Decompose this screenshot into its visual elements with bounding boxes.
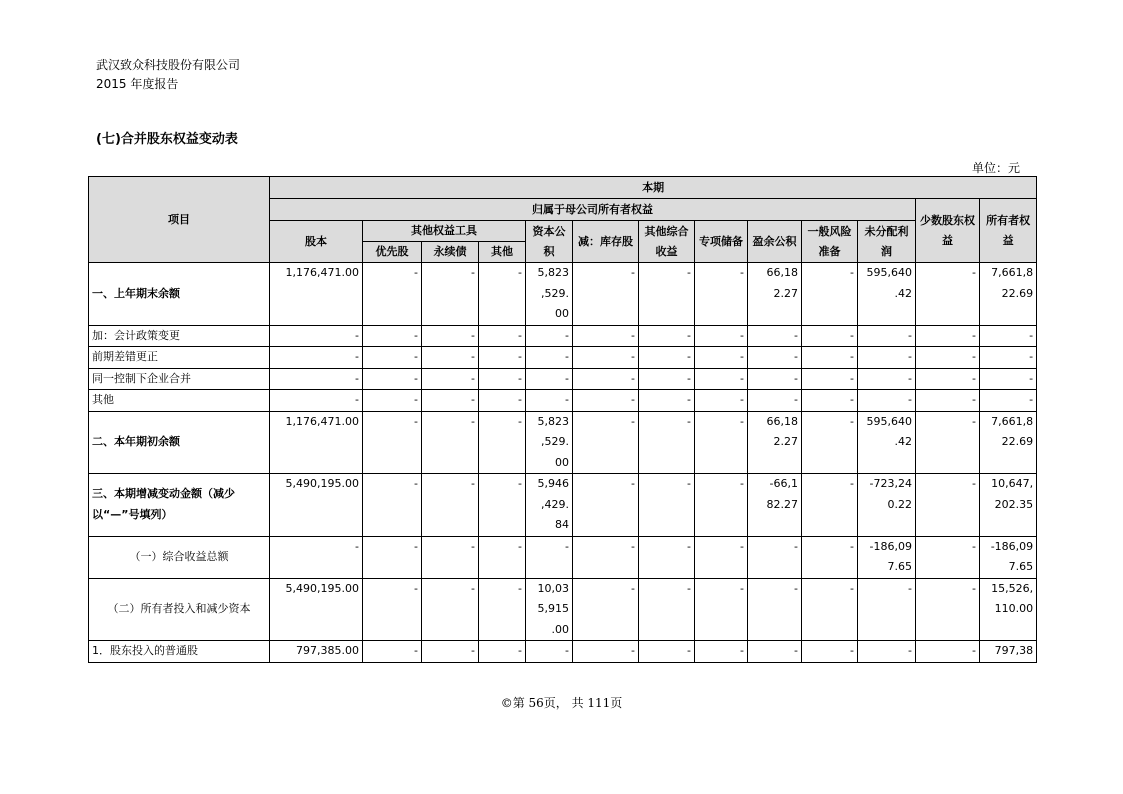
table-row [89,411,1037,474]
table-cell: - [270,368,363,390]
equity-change-table [88,176,1037,663]
table-cell: - [802,325,858,347]
table-cell: 10,03 5,915 .00 [526,578,573,641]
table-cell: - [916,578,980,641]
table-cell: - [573,578,639,641]
table-cell: - [695,347,748,369]
table-cell: 595,640 .42 [858,411,916,474]
page-footer: ©第 56页， 共 111页 [500,696,623,710]
table-cell: - [270,325,363,347]
table-cell: - [270,536,363,578]
table-cell: - [526,641,573,663]
table-cell: - [526,368,573,390]
table-cell: - [639,368,695,390]
header-treasury: 减：库存股 [573,221,639,263]
table-cell: - [916,390,980,412]
table-cell: - [573,474,639,537]
table-cell: - [363,347,422,369]
table-cell: - [422,474,479,537]
header-other: 其他 [479,242,526,263]
header-undistributed: 未分配利润 [858,221,916,263]
table-cell: - [916,325,980,347]
table-row [89,347,1037,369]
table-cell: - [980,390,1037,412]
table-cell: 797,385.00 [270,641,363,663]
table-cell: - [695,325,748,347]
table-cell: 10,647, 202.35 [980,474,1037,537]
table-cell: - [695,578,748,641]
table-cell: - [916,368,980,390]
table-cell: - [802,390,858,412]
table-cell: - [748,368,802,390]
table-cell: - [573,368,639,390]
table-cell: -723,24 0.22 [858,474,916,537]
table-cell: - [479,368,526,390]
table-cell: - [422,578,479,641]
table-cell: - [363,578,422,641]
header-current-period: 本期 [270,177,1037,199]
table-cell: - [363,641,422,663]
table-cell: - [526,347,573,369]
table-cell: - [695,536,748,578]
header-perpetual: 永续债 [422,242,479,263]
table-cell: - [479,411,526,474]
table-cell: - [573,641,639,663]
report-year: 2015 年度报告 [96,77,179,91]
table-row [89,325,1037,347]
table-cell: - [526,325,573,347]
table-row [89,474,1037,537]
header-other-tools: 其他权益工具 [363,221,526,242]
table-cell: - [916,474,980,537]
table-cell: - [695,641,748,663]
table-cell: - [916,411,980,474]
table-cell: 5,946 ,429. 84 [526,474,573,537]
table-cell: - [858,325,916,347]
table-cell: - [639,578,695,641]
row-label: 加：会计政策变更 [89,325,270,347]
table-cell: - [802,474,858,537]
table-cell: - [639,263,695,326]
table-cell: - [422,390,479,412]
header-minority: 少数股东权益 [916,199,980,263]
table-cell: 5,490,195.00 [270,474,363,537]
table-cell: -66,1 82.27 [748,474,802,537]
table-cell: - [916,536,980,578]
table-cell: - [748,390,802,412]
company-name: 武汉致众科技股份有限公司 [96,58,241,72]
table-cell: - [748,325,802,347]
table-cell: - [363,368,422,390]
table-cell: - [639,536,695,578]
table-row [89,368,1037,390]
table-cell: - [748,347,802,369]
table-cell: - [695,411,748,474]
table-cell: - [573,325,639,347]
table-cell: - [422,536,479,578]
table-cell: - [573,411,639,474]
row-label: 1．股东投入的普通股 [89,641,270,663]
table-cell: 66,18 2.27 [748,411,802,474]
table-row [89,536,1037,578]
table-cell: - [422,641,479,663]
table-cell: - [573,263,639,326]
table-cell: 15,526, 110.00 [980,578,1037,641]
table-cell: - [695,263,748,326]
table-cell: 595,640 .42 [858,263,916,326]
table-cell: 7,661,8 22.69 [980,411,1037,474]
table-cell: - [639,347,695,369]
table-cell: - [526,390,573,412]
header-special: 专项储备 [695,221,748,263]
table-cell: 1,176,471.00 [270,263,363,326]
table-cell: - [695,390,748,412]
row-label: 前期差错更正 [89,347,270,369]
table-cell: - [639,474,695,537]
table-cell: - [363,536,422,578]
table-cell: - [858,641,916,663]
table-cell: - [363,325,422,347]
header-total-equity: 所有者权益 [980,199,1037,263]
row-label: 其他 [89,390,270,412]
header-oci: 其他综合收益 [639,221,695,263]
header-item: 项目 [89,177,270,263]
table-cell: - [802,347,858,369]
table-cell: 5,823 ,529. 00 [526,263,573,326]
table-row [89,263,1037,326]
table-cell: - [479,536,526,578]
table-cell: - [363,411,422,474]
table-cell: - [573,536,639,578]
table-cell: - [422,263,479,326]
table-cell: - [858,390,916,412]
table-cell: - [802,411,858,474]
table-cell: - [858,368,916,390]
table-cell: - [695,474,748,537]
table-cell: -186,09 7.65 [858,536,916,578]
table-cell: - [980,325,1037,347]
table-row [89,641,1037,663]
table-cell: 7,661,8 22.69 [980,263,1037,326]
table-cell: - [802,536,858,578]
table-cell: - [639,411,695,474]
table-cell: - [526,536,573,578]
table-cell: - [802,368,858,390]
table-cell: - [573,347,639,369]
row-label: （二）所有者投入和减少资本 [89,578,270,641]
table-cell: - [270,390,363,412]
table-cell: - [479,390,526,412]
table-cell: - [639,641,695,663]
table-cell: - [270,347,363,369]
table-cell: - [980,347,1037,369]
table-cell: - [422,368,479,390]
row-label: 二、本年期初余额 [89,411,270,474]
row-label: （一）综合收益总额 [89,536,270,578]
row-label: 一、上年期末余额 [89,263,270,326]
table-cell: - [422,411,479,474]
table-cell: - [639,390,695,412]
table-cell: - [802,641,858,663]
table-cell: - [916,263,980,326]
table-cell: - [639,325,695,347]
table-cell: 5,490,195.00 [270,578,363,641]
table-cell: - [363,474,422,537]
table-cell: - [858,578,916,641]
table-cell: - [479,641,526,663]
header-risk: 一般风险准备 [802,221,858,263]
table-cell: 5,823 ,529. 00 [526,411,573,474]
table-cell: -186,09 7.65 [980,536,1037,578]
table-cell: - [916,641,980,663]
section-title: (七)合并股东权益变动表 [96,132,238,147]
table-cell: - [363,390,422,412]
table-cell: - [479,578,526,641]
table-cell: - [802,263,858,326]
table-cell: - [479,263,526,326]
table-cell: - [748,536,802,578]
header-surplus: 盈余公积 [748,221,802,263]
table-cell: - [479,347,526,369]
header-reserve: 资本公积 [526,221,573,263]
table-cell: - [479,325,526,347]
header-preferred: 优先股 [363,242,422,263]
table-cell: - [748,641,802,663]
header-parent-equity: 归属于母公司所有者权益 [270,199,916,221]
unit-label: 单位：元 [971,161,1020,175]
table-cell: - [802,578,858,641]
table-cell: - [422,325,479,347]
table-cell: - [980,368,1037,390]
header-capital: 股本 [270,221,363,263]
row-label: 同一控制下企业合并 [89,368,270,390]
row-label: 三、本期增减变动金额（减少以“—”号填列） [89,474,270,537]
table-row [89,390,1037,412]
table-cell: - [858,347,916,369]
table-cell: 797,38 [980,641,1037,663]
table-cell: 1,176,471.00 [270,411,363,474]
table-cell: - [479,474,526,537]
table-cell: - [748,578,802,641]
table-cell: - [573,390,639,412]
table-cell: - [422,347,479,369]
table-cell: - [916,347,980,369]
table-row [89,578,1037,641]
table-cell: 66,18 2.27 [748,263,802,326]
table-cell: - [695,368,748,390]
table-cell: - [363,263,422,326]
